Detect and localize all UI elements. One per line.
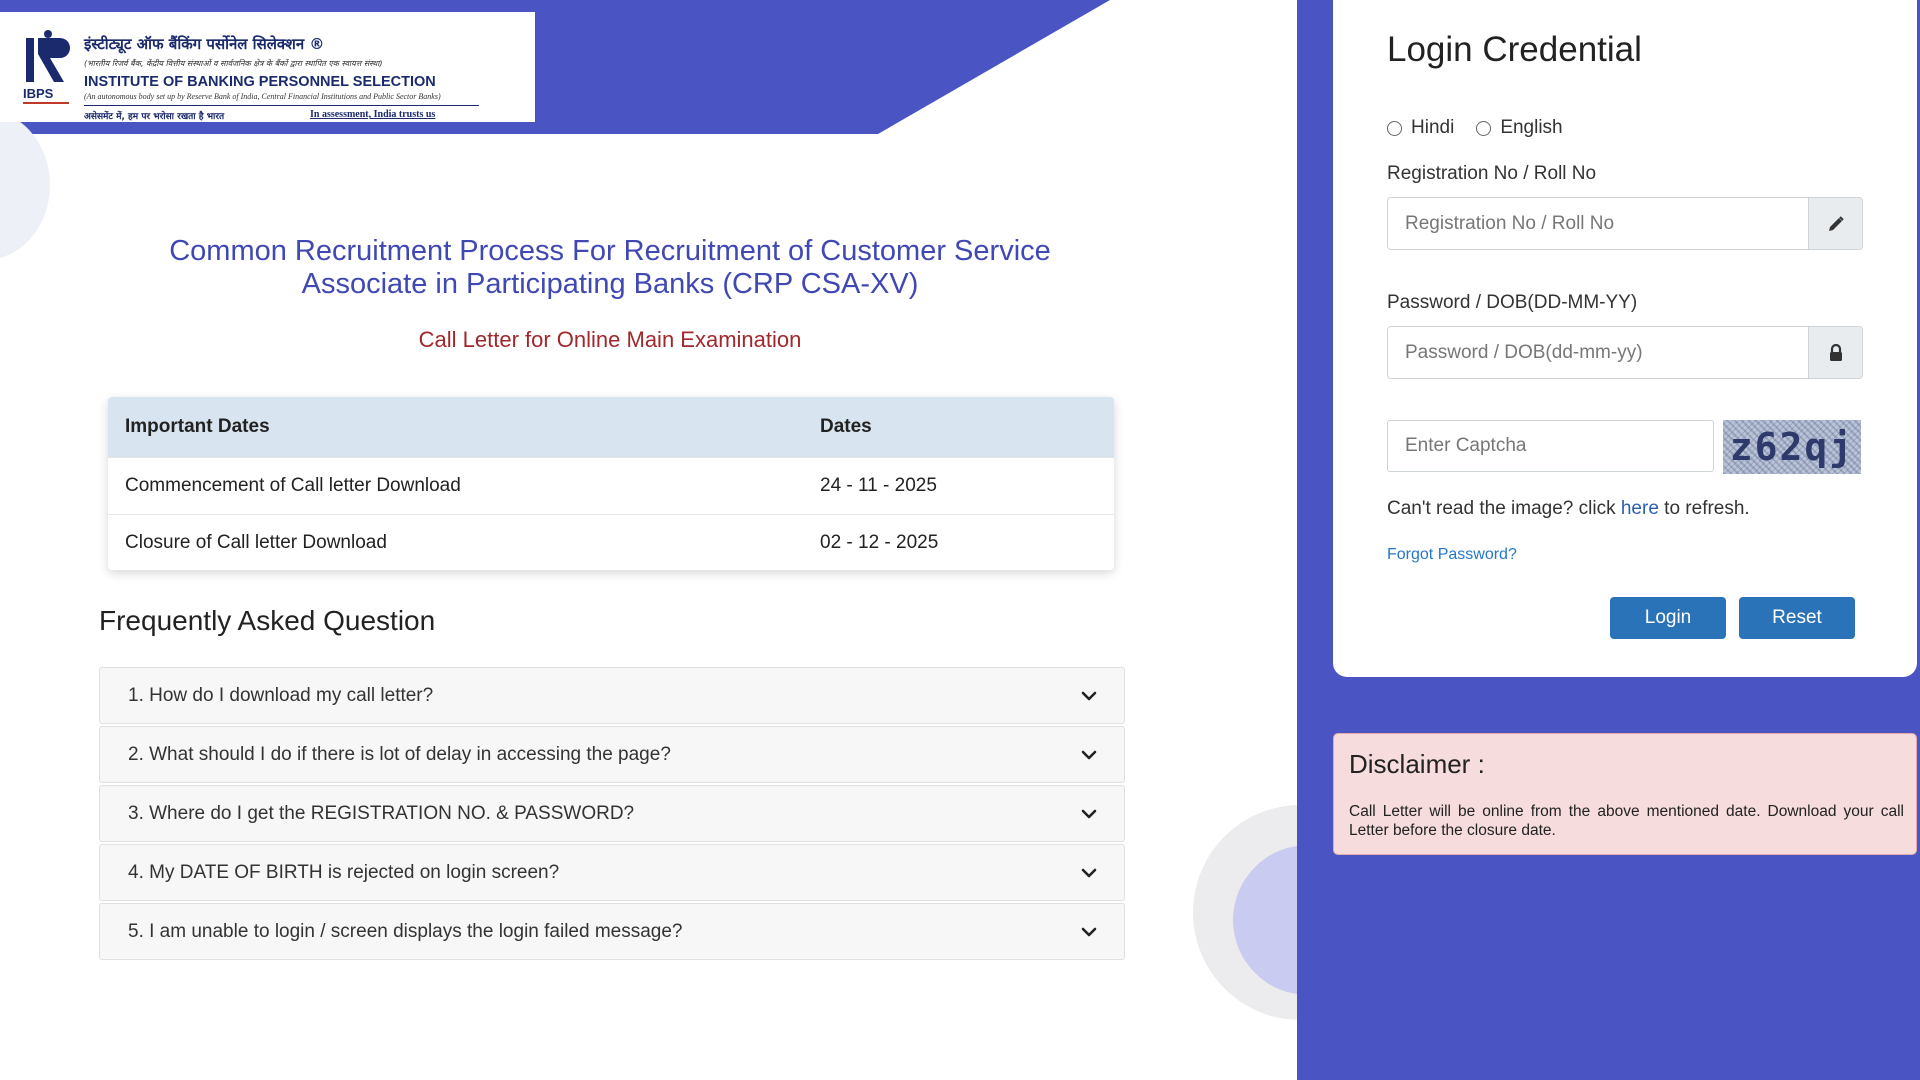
table-header xyxy=(108,397,1114,457)
registration-input[interactable]: Registration No / Roll No xyxy=(1405,212,1615,234)
refresh-suffix: to refresh. xyxy=(1664,498,1750,519)
faq-item-1[interactable] xyxy=(99,667,1125,724)
column-header-important-dates: Important Dates xyxy=(125,416,270,437)
logo-divider xyxy=(84,105,479,106)
registration-label: Registration No / Roll No xyxy=(1387,163,1597,184)
faq-question: 2. What should I do if there is lot of delay in accessing the page? xyxy=(128,743,671,765)
ibps-logo xyxy=(0,12,535,122)
login-title: Login Credential xyxy=(1387,30,1642,69)
table-cell-event: Commencement of Call letter Download xyxy=(125,475,461,496)
refresh-prefix: Can't read the image? click xyxy=(1387,498,1616,519)
password-label: Password / DOB(DD-MM-YY) xyxy=(1387,292,1638,313)
logo-english-name: INSTITUTE OF BANKING PERSONNEL SELECTION xyxy=(84,74,436,90)
table-cell-date: 24 - 11 - 2025 xyxy=(820,475,937,496)
faq-question: 4. My DATE OF BIRTH is rejected on login screen? xyxy=(128,861,560,883)
registration-field[interactable] xyxy=(1387,197,1863,250)
faq-item-5[interactable] xyxy=(99,903,1125,960)
lock-icon xyxy=(1808,327,1862,378)
language-option-hindi[interactable] xyxy=(1387,117,1454,139)
faq-question: 1. How do I download my call letter? xyxy=(128,684,434,706)
logo-hindi-subline: (भारतीय रिजर्व बैंक, केंद्रीय वित्तीय संस्थाओं व सार्वजनिक क्षेत्र के बैंकों द्वारा स्थापित एक स्वायत्त संस्था) xyxy=(84,59,383,68)
chevron-down-icon[interactable] xyxy=(1080,687,1098,705)
table-row xyxy=(108,514,1114,570)
disclaimer-box xyxy=(1333,733,1917,855)
faq-item-4[interactable] xyxy=(99,844,1125,901)
important-dates-table xyxy=(108,397,1114,570)
captcha-refresh-text xyxy=(1387,498,1750,520)
faq-accordion xyxy=(99,667,1125,962)
chevron-down-icon[interactable] xyxy=(1080,805,1098,823)
captcha-input[interactable]: Enter Captcha xyxy=(1387,420,1714,472)
radio-english[interactable] xyxy=(1476,121,1491,136)
faq-question: 5. I am unable to login / screen displays the login failed message? xyxy=(128,920,683,942)
logo-mark-text: IBPS xyxy=(23,86,54,101)
logo-english-subline: (An autonomous body set up by Reserve Bank of India, Central Financial Institutions and Public Sector Banks) xyxy=(84,92,441,101)
page-title: Common Recruitment Process For Recruitment of Customer Service Associate in Participating Banks (CRP CSA-XV) xyxy=(169,235,1051,300)
login-button[interactable]: Login xyxy=(1610,597,1726,639)
reset-button[interactable]: Reset xyxy=(1739,597,1855,639)
language-option-english[interactable] xyxy=(1476,117,1562,139)
password-field[interactable] xyxy=(1387,326,1863,379)
column-header-dates: Dates xyxy=(820,416,872,437)
language-label: English xyxy=(1500,117,1563,138)
password-input[interactable]: Password / DOB(dd-mm-yy) xyxy=(1405,341,1643,363)
login-form xyxy=(1333,0,1917,677)
chevron-down-icon[interactable] xyxy=(1080,923,1098,941)
ibps-emblem-icon xyxy=(22,28,72,110)
table-cell-date: 02 - 12 - 2025 xyxy=(820,532,939,553)
captcha-image: z62qj xyxy=(1723,420,1861,474)
table-row xyxy=(108,457,1114,514)
chevron-down-icon[interactable] xyxy=(1080,864,1098,882)
language-selector xyxy=(1387,117,1585,139)
faq-question: 3. Where do I get the REGISTRATION NO. & PASSWORD? xyxy=(128,802,635,824)
forgot-password-link[interactable]: Forgot Password? xyxy=(1387,546,1517,563)
language-label: Hindi xyxy=(1411,117,1455,138)
page-subtitle: Call Letter for Online Main Examination xyxy=(418,327,802,352)
faq-heading: Frequently Asked Question xyxy=(99,605,436,636)
table-cell-event: Closure of Call letter Download xyxy=(125,532,387,553)
disclaimer-title: Disclaimer : xyxy=(1349,749,1485,779)
pencil-icon xyxy=(1808,198,1862,249)
disclaimer-text: Call Letter will be online from the above mentioned date. Download your call Letter before the closure date. xyxy=(1349,803,1904,839)
radio-hindi[interactable] xyxy=(1387,121,1402,136)
logo-tagline-english: In assessment, India trusts us xyxy=(310,109,436,120)
logo-tagline-hindi: असेसमेंट में, हम पर भरोसा रखता है भारत xyxy=(84,112,225,122)
faq-item-3[interactable] xyxy=(99,785,1125,842)
captcha-refresh-link[interactable]: here xyxy=(1620,498,1659,519)
chevron-down-icon[interactable] xyxy=(1080,746,1098,764)
logo-hindi-name: इंस्टीट्यूट ऑफ बैंकिंग पर्सोनेल सिलेक्शन ® xyxy=(84,35,325,53)
faq-item-2[interactable] xyxy=(99,726,1125,783)
